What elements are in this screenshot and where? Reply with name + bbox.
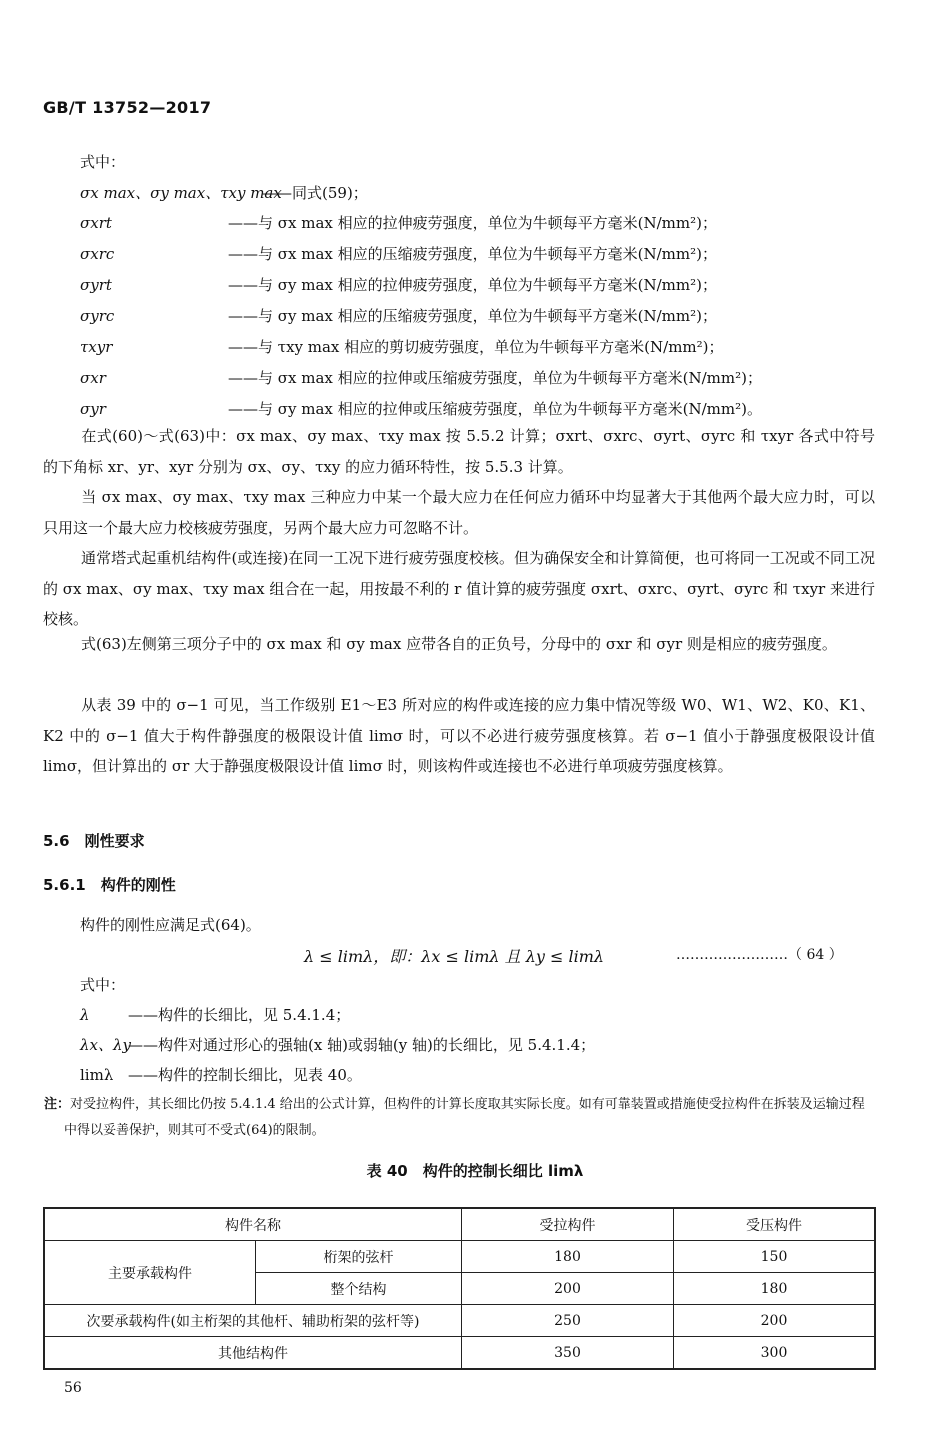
definition-symbol: λx、λy: [80, 1036, 131, 1054]
note-text: 对受拉构件，其长细比仍按 5.4.1.4 给出的公式计算，但构件的计算长度取其实际长度。如有可靠装置或措施使受拉构件在拆装及运输过程中得以妥善保护，则其可不受式(64)的限制。: [64, 1097, 865, 1138]
slenderness-table: [43, 1207, 876, 1370]
table-row: [44, 1337, 875, 1370]
definition-description: ——与 σx max 相应的压缩疲劳强度，单位为牛顿每平方毫米(N/mm²)；: [228, 245, 717, 263]
table-caption: 表 40 构件的控制长细比 limλ: [366, 1162, 584, 1180]
definition-description: ——构件对通过形心的强轴(x 轴)或弱轴(y 轴)的长细比，见 5.4.1.4；: [128, 1036, 596, 1054]
paragraph: [43, 629, 875, 660]
stiffness-intro: 构件的刚性应满足式(64)。: [80, 916, 261, 934]
definition-symbol: σyrc: [80, 307, 115, 325]
paragraph-text: 当 σx max、σy max、τxy max 三种应力中某一个最大应力在任何应力循环中均显著大于其他两个最大应力时，可以只用这一个最大应力校核疲劳强度，另两个最大应力可忽略不计。: [43, 488, 875, 537]
table-cell: 250: [462, 1305, 674, 1337]
paragraph-text: 在式(60)～式(63)中：σx max、σy max、τxy max 按 5.5.2 计算；σxrt、σxrc、σyrt、σyrc 和 τxyr 各式中符号的下角标 xr、yr、xyr 分别为 σx、σy、τxy 的应力循环特性，按 5.5.3 计算。: [43, 427, 875, 476]
paragraph: [43, 421, 875, 482]
page-number: 56: [64, 1380, 82, 1396]
definition-symbol: limλ: [80, 1066, 114, 1084]
definition-symbol: σyr: [80, 400, 106, 418]
definition-description: ——同式(59)；: [262, 184, 368, 202]
equation-number: ……………………（ 64 ）: [676, 947, 843, 963]
standard-header: GB/T 13752—2017: [43, 98, 212, 117]
definition-description: ——与 σy max 相应的压缩疲劳强度，单位为牛顿每平方毫米(N/mm²)；: [228, 307, 717, 325]
definition-description: ——与 σx max 相应的拉伸疲劳强度，单位为牛顿每平方毫米(N/mm²)；: [228, 214, 717, 232]
table-cell: 其他结构件: [44, 1337, 462, 1370]
equation-64: λ ≤ limλ，即：λx ≤ limλ 且 λy ≤ limλ: [304, 947, 605, 966]
note-label: 注：: [44, 1097, 71, 1112]
table-header-cell: 构件名称: [44, 1208, 462, 1241]
paragraph-text: 式(63)左侧第三项分子中的 σx max 和 σy max 应带各自的正负号，分母中的 σxr 和 σyr 则是相应的疲劳强度。: [81, 635, 837, 653]
note: [44, 1092, 876, 1144]
definition-symbol: σxr: [80, 369, 106, 387]
table-cell: 200: [462, 1273, 674, 1305]
table-cell: 200: [674, 1305, 876, 1337]
table-cell: 桁架的弦杆: [256, 1241, 462, 1273]
where-label: 式中：: [80, 976, 126, 994]
table-header-cell: 受压构件: [674, 1208, 876, 1241]
definition-symbol: λ: [80, 1006, 90, 1024]
definition-symbol: σxrt: [80, 214, 112, 232]
table-row: [44, 1241, 875, 1273]
paragraph-text: 通常塔式起重机结构件(或连接)在同一工况下进行疲劳强度校核。但为确保安全和计算简便，也可将同一工况或不同工况的 σx max、σy max、τxy max 组合在一起，用按最不利的 r 值计算的疲劳强度 σxrt、σxrc、σyrt、σyrc 和 τxyr 来进行校核。: [43, 549, 875, 628]
paragraph-text: 从表 39 中的 σ−1 可见，当工作级别 E1～E3 所对应的构件或连接的应力集中情况等级 W0、W1、W2、K0、K1、K2 中的 σ−1 值大于构件静强度的极限设计值 limσ 时，可以不必进行疲劳强度核算。若 σ−1 值小于静强度极限设计值 limσ，但计算出的 σr 大于静强度极限设计值 limσ 时，则该构件或连接也不必进行单项疲劳强度核算。: [43, 696, 875, 775]
table-cell: 180: [674, 1273, 876, 1305]
paragraph: [43, 690, 875, 782]
table-group-cell: 主要承载构件: [44, 1241, 256, 1305]
table-header-cell: 受拉构件: [462, 1208, 674, 1241]
paragraph: [43, 482, 875, 543]
table-cell: 350: [462, 1337, 674, 1370]
paragraph: [43, 543, 875, 635]
table-cell: 次要承载构件(如主桁架的其他杆、辅助桁架的弦杆等): [44, 1305, 462, 1337]
where-label: 式中：: [80, 153, 126, 171]
definition-description: ——构件的控制长细比，见表 40。: [128, 1066, 362, 1084]
table-row: [44, 1305, 875, 1337]
definition-symbol: σyrt: [80, 276, 112, 294]
definition-symbol: σx max、σy max、τxy max: [80, 184, 282, 202]
definition-description: ——与 σy max 相应的拉伸疲劳强度，单位为牛顿每平方毫米(N/mm²)；: [228, 276, 717, 294]
definition-description: ——构件的长细比，见 5.4.1.4；: [128, 1006, 351, 1024]
table-header-row: [44, 1208, 875, 1241]
definition-symbol: σxrc: [80, 245, 115, 263]
table-cell: 150: [674, 1241, 876, 1273]
definition-description: ——与 τxy max 相应的剪切疲劳强度，单位为牛顿每平方毫米(N/mm²)；: [228, 338, 724, 356]
section-heading-5-6: 5.6 刚性要求: [43, 832, 145, 850]
table-cell: 300: [674, 1337, 876, 1370]
table-cell: 180: [462, 1241, 674, 1273]
section-heading-5-6-1: 5.6.1 构件的刚性: [43, 876, 176, 894]
definition-description: ——与 σx max 相应的拉伸或压缩疲劳强度，单位为牛顿每平方毫米(N/mm²)；: [228, 369, 762, 387]
definition-symbol: τxyr: [80, 338, 113, 356]
table-cell: 整个结构: [256, 1273, 462, 1305]
definition-description: ——与 σy max 相应的拉伸或压缩疲劳强度，单位为牛顿每平方毫米(N/mm²)。: [228, 400, 762, 418]
